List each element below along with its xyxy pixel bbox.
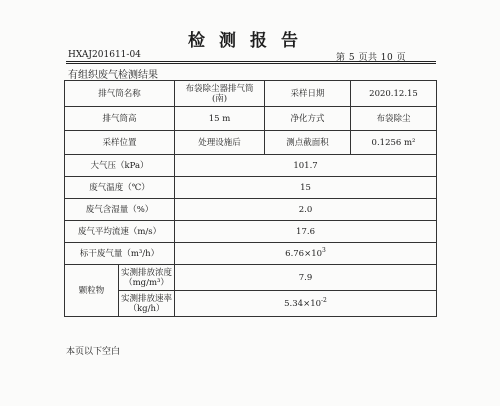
header-rule-second (66, 63, 436, 64)
section-title: 有组织废气检测结果 (68, 70, 158, 81)
sampling-date-label: 采样日期 (265, 81, 351, 107)
page-info: 第 5 页共 10 页 (336, 53, 407, 63)
emission-rate-label: 实测排放速率 （kg/h） (119, 291, 175, 317)
table-row (65, 81, 437, 107)
purification-method-value: 布袋除尘 (351, 107, 437, 131)
flow-velocity-label: 废气平均流速（m/s） (65, 221, 175, 243)
atmospheric-pressure-label: 大气压（kPa） (65, 155, 175, 177)
moisture-content-value: 2.0 (175, 199, 437, 221)
gas-temperature-label: 废气温度（℃） (65, 177, 175, 199)
emission-concentration-value: 7.9 (175, 265, 437, 291)
table-row (65, 199, 437, 221)
emission-results-table (64, 80, 437, 317)
gas-temperature-value: 15 (175, 177, 437, 199)
standard-flow-mantissa: 6.76×10 (285, 248, 323, 259)
standard-flow-value (175, 243, 437, 265)
table-row (65, 131, 437, 155)
stack-name-value: 布袋除尘器排气筒 (南) (175, 81, 265, 107)
particulate-label: 颗粒物 (65, 265, 119, 317)
sampling-location-value: 处理设施后 (175, 131, 265, 155)
emission-concentration-label: 实测排放浓度 （mg/m³） (119, 265, 175, 291)
stack-height-label: 排气筒高 (65, 107, 175, 131)
atmospheric-pressure-value: 101.7 (175, 155, 437, 177)
section-area-value: 0.1256 m² (351, 131, 437, 155)
standard-flow-exponent: 3 (322, 246, 326, 254)
flow-velocity-value: 17.6 (175, 221, 437, 243)
table-row (65, 243, 437, 265)
header-rule (66, 61, 436, 62)
table-row (65, 155, 437, 177)
stack-name-label: 排气筒名称 (65, 81, 175, 107)
table-row (65, 265, 437, 291)
standard-flow-label: 标干废气量（m³/h） (65, 243, 175, 265)
moisture-content-label: 废气含湿量（%） (65, 199, 175, 221)
emission-rate-value (175, 291, 437, 317)
emission-rate-exponent: -2 (321, 296, 327, 304)
table-row (65, 291, 437, 317)
sampling-location-label: 采样位置 (65, 131, 175, 155)
stack-height-value: 15 m (175, 107, 265, 131)
table-row (65, 177, 437, 199)
blank-below-note: 本页以下空白 (66, 347, 121, 357)
table-row (65, 221, 437, 243)
section-area-label: 测点截面积 (265, 131, 351, 155)
document-number: HXAJ201611-04 (68, 50, 141, 60)
table-row (65, 107, 437, 131)
purification-method-label: 净化方式 (265, 107, 351, 131)
sampling-date-value: 2020.12.15 (351, 81, 437, 107)
emission-rate-mantissa: 5.34×10 (284, 298, 322, 309)
report-title: 检测报告 (188, 31, 312, 51)
